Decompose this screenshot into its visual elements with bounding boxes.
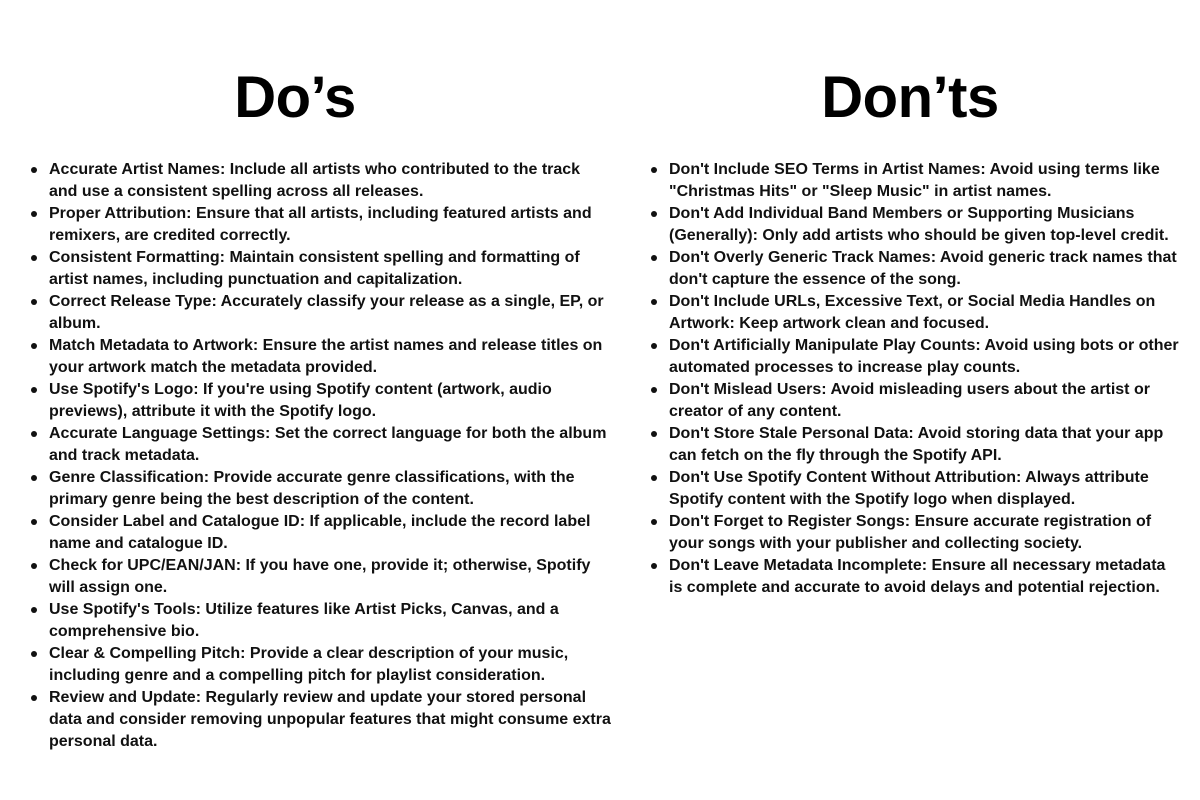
dos-list-item: Review and Update: Regularly review and update your stored personal data and consider removing unpopular features that might consume extra personal data. <box>28 687 612 753</box>
donts-list <box>648 159 1180 599</box>
donts-list-item: Don't Overly Generic Track Names: Avoid generic track names that don't capture the essence of the song. <box>648 247 1180 291</box>
dos-heading: Do’s <box>234 65 356 130</box>
dos-list-item: Genre Classification: Provide accurate genre classifications, with the primary genre being the best description of the content. <box>28 467 612 511</box>
donts-list-item: Don't Leave Metadata Incomplete: Ensure all necessary metadata is complete and accurate to avoid delays and potential rejection. <box>648 555 1180 599</box>
donts-list-item: Don't Add Individual Band Members or Supporting Musicians (Generally): Only add artists who should be given top-level credit. <box>648 203 1180 247</box>
donts-list-item: Don't Forget to Register Songs: Ensure accurate registration of your songs with your publisher and collecting society. <box>648 511 1180 555</box>
dos-list-item: Proper Attribution: Ensure that all artists, including featured artists and remixers, are credited correctly. <box>28 203 612 247</box>
dos-list-item: Clear & Compelling Pitch: Provide a clear description of your music, including genre and a compelling pitch for playlist consideration. <box>28 643 612 687</box>
dos-list-item: Consider Label and Catalogue ID: If applicable, include the record label name and catalogue ID. <box>28 511 612 555</box>
dos-list-item: Match Metadata to Artwork: Ensure the artist names and release titles on your artwork match the metadata provided. <box>28 335 612 379</box>
dos-list-item: Correct Release Type: Accurately classify your release as a single, EP, or album. <box>28 291 612 335</box>
dos-list <box>28 159 612 753</box>
donts-list-item: Don't Store Stale Personal Data: Avoid storing data that your app can fetch on the fly through the Spotify API. <box>648 423 1180 467</box>
donts-list-item: Don't Artificially Manipulate Play Counts: Avoid using bots or other automated processes to increase play counts. <box>648 335 1180 379</box>
dos-list-item: Use Spotify's Tools: Utilize features like Artist Picks, Canvas, and a comprehensive bio. <box>28 599 612 643</box>
dos-list-item: Accurate Artist Names: Include all artists who contributed to the track and use a consistent spelling across all releases. <box>28 159 612 203</box>
donts-list-item: Don't Use Spotify Content Without Attribution: Always attribute Spotify content with the Spotify logo when displayed. <box>648 467 1180 511</box>
donts-list-item: Don't Include URLs, Excessive Text, or Social Media Handles on Artwork: Keep artwork clean and focused. <box>648 291 1180 335</box>
dos-list-item: Check for UPC/EAN/JAN: If you have one, provide it; otherwise, Spotify will assign one. <box>28 555 612 599</box>
dos-list-item: Use Spotify's Logo: If you're using Spotify content (artwork, audio previews), attribute it with the Spotify logo. <box>28 379 612 423</box>
donts-list-item: Don't Mislead Users: Avoid misleading users about the artist or creator of any content. <box>648 379 1180 423</box>
dos-list-item: Consistent Formatting: Maintain consistent spelling and formatting of artist names, including punctuation and capitalization. <box>28 247 612 291</box>
donts-list-item: Don't Include SEO Terms in Artist Names: Avoid using terms like "Christmas Hits" or "Sleep Music" in artist names. <box>648 159 1180 203</box>
donts-heading: Don’ts <box>821 65 999 130</box>
dos-list-item: Accurate Language Settings: Set the correct language for both the album and track metadata. <box>28 423 612 467</box>
